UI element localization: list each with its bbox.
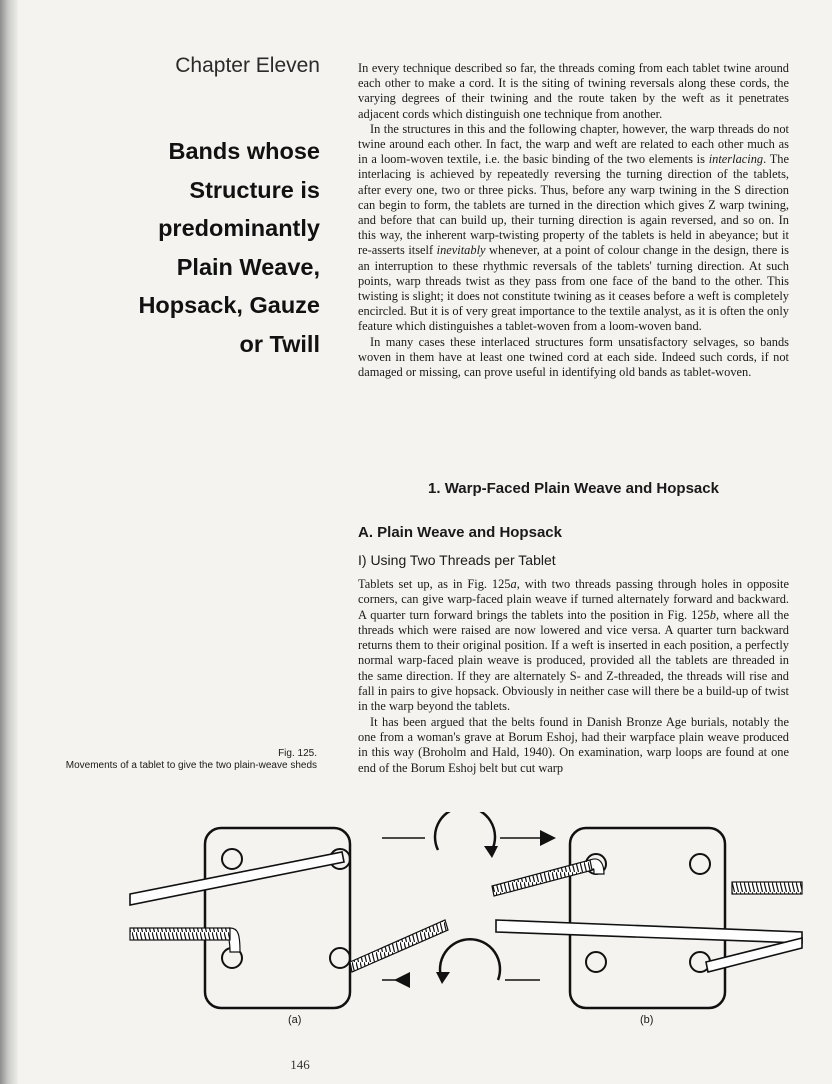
section-body-text [358, 577, 789, 776]
figure-caption-number: Fig. 125. [278, 748, 317, 759]
tablet-b [492, 828, 802, 1008]
chapter-title-line: Hopsack, Gauze [138, 292, 320, 318]
warp-thread [706, 938, 802, 972]
tablet-hole [586, 952, 606, 972]
page-number: 146 [290, 1057, 310, 1072]
text-run: , with two threads passing through holes in opposite corners, can give warp-faced plain weave if turned alternately forward and backward. A quarter turn forward brings the tablets into the position in Fig. 125 [358, 577, 789, 622]
chapter-title-line: or Twill [239, 330, 320, 357]
chapter-title-line: predominantly [158, 215, 320, 241]
section-heading: 1. Warp-Faced Plain Weave and Hopsack [428, 480, 719, 497]
intro-paragraph-2 [358, 122, 789, 335]
figure-caption [57, 748, 317, 772]
chapter-label: Chapter Eleven [175, 54, 320, 77]
left-arrow-icon [394, 972, 410, 988]
text-run: Tablets set up, as in Fig. 125 [358, 577, 511, 591]
twisted-warp-thread [492, 860, 593, 896]
chapter-title [0, 132, 320, 363]
tablet-hole [330, 948, 350, 968]
turn-indicators [382, 812, 556, 988]
backward-turn-arc [440, 939, 500, 980]
thread-loop [590, 859, 604, 874]
tablet-hole [222, 849, 242, 869]
intro-text [358, 61, 789, 380]
body-paragraph-2: It has been argued that the belts found in Danish Bronze Age burials, notably the one from a woman's grave at Borum Eshoj, had their warpface plain weave produced in this way (Broholm and Hald, 1940). On examination, warp loops are found at one end of the Borum Eshoj belt but cut warp [358, 714, 789, 775]
chapter-title-line: Bands whose [168, 138, 320, 164]
tablet-hole [690, 854, 710, 874]
figure-caption-text: Movements of a tablet to give the two plain-weave sheds [65, 760, 317, 771]
warp-thread [496, 920, 802, 943]
warp-thread [130, 852, 344, 905]
text-run: In the structures in this and the following chapter, however, the warp threads do not twine around each other. In fact, the warp and weft are related to each other much as in a loom-woven textile, i.e. the basic binding of the two elements is [358, 121, 789, 167]
turn-arrow-icon [484, 846, 498, 858]
text-run: whenever, at a point of colour change in the design, there is an interruption to these rhythmic reversals of the tablets' turning direction. At such points, warp threads twist as they pass from one face of the band to the other. This twisting is slight; it does not constitute twining as it ceases before a weft is completely encircled. But it is of very great importance to the textile analyst, as it is often the only feature which distinguishes a tablet-woven from a loom-woven band. [358, 243, 790, 334]
forward-turn-arc [435, 812, 495, 850]
thread-loop [229, 928, 240, 952]
italic-term: inevitably [436, 243, 486, 258]
intro-paragraph-1: In every technique described so far, the threads coming from each tablet twine around each other to make a cord. It is the siting of twining reversals along these cords, the varying degrees of their twining and the route taken by the weft as it penetrates adjacent cords which distinguish one technique from another. [358, 61, 789, 121]
twisted-warp-thread [732, 882, 802, 894]
figure-label-b: (b) [640, 1014, 654, 1026]
text-run: . The interlacing is achieved by repeatedly reversing the turning direction of the tablets, after every one, two or three picks. Thus, before any warp twining in the S direction can begin to form, the tablets are turned in the direction which gives Z warp twining, and before that can build up, their turning direction is again reversed, and so on. In this way, the inherent warp-twisting property of the tablets is held in abeyance; but it re-asserts itself [358, 152, 789, 258]
figure-label-a: (a) [288, 1014, 302, 1026]
chapter-title-line: Structure is [189, 176, 320, 203]
subsubsection-heading: I) Using Two Threads per Tablet [358, 552, 556, 568]
subsection-heading: A. Plain Weave and Hopsack [358, 524, 562, 541]
italic-term: b [709, 607, 716, 622]
tablet-diagram [120, 812, 810, 1022]
italic-term: a [510, 577, 517, 591]
text-run: , where all the threads which were raised are now lowered and vice versa. A quarter turn backward returns them to their original position. If a weft is inserted in each position, a perfectly normal warp-faced plain weave is produced, provided all the tablets are threaded in the same direction. If they are alternately S- and Z-threaded, the threads will rise and fall in pairs to give hopsack. Obviously in neither case will there be a build-up of twist in the warp beyond the tablets. [358, 607, 789, 714]
turn-arrow-icon [436, 972, 450, 984]
twisted-warp-thread [130, 928, 230, 940]
intro-paragraph-3: In many cases these interlaced structures form unsatisfactory selvages, so bands woven in them have at least one twined cord at each side. Indeed such cords, if not damaged or missing, can prove useful in identifying old bands as tablet-woven. [358, 334, 789, 380]
twisted-warp-thread [350, 920, 448, 972]
body-paragraph-1 [358, 577, 789, 715]
chapter-title-line: Plain Weave, [176, 253, 320, 280]
italic-term: interlacing [708, 152, 764, 167]
right-arrow-icon [540, 830, 556, 846]
